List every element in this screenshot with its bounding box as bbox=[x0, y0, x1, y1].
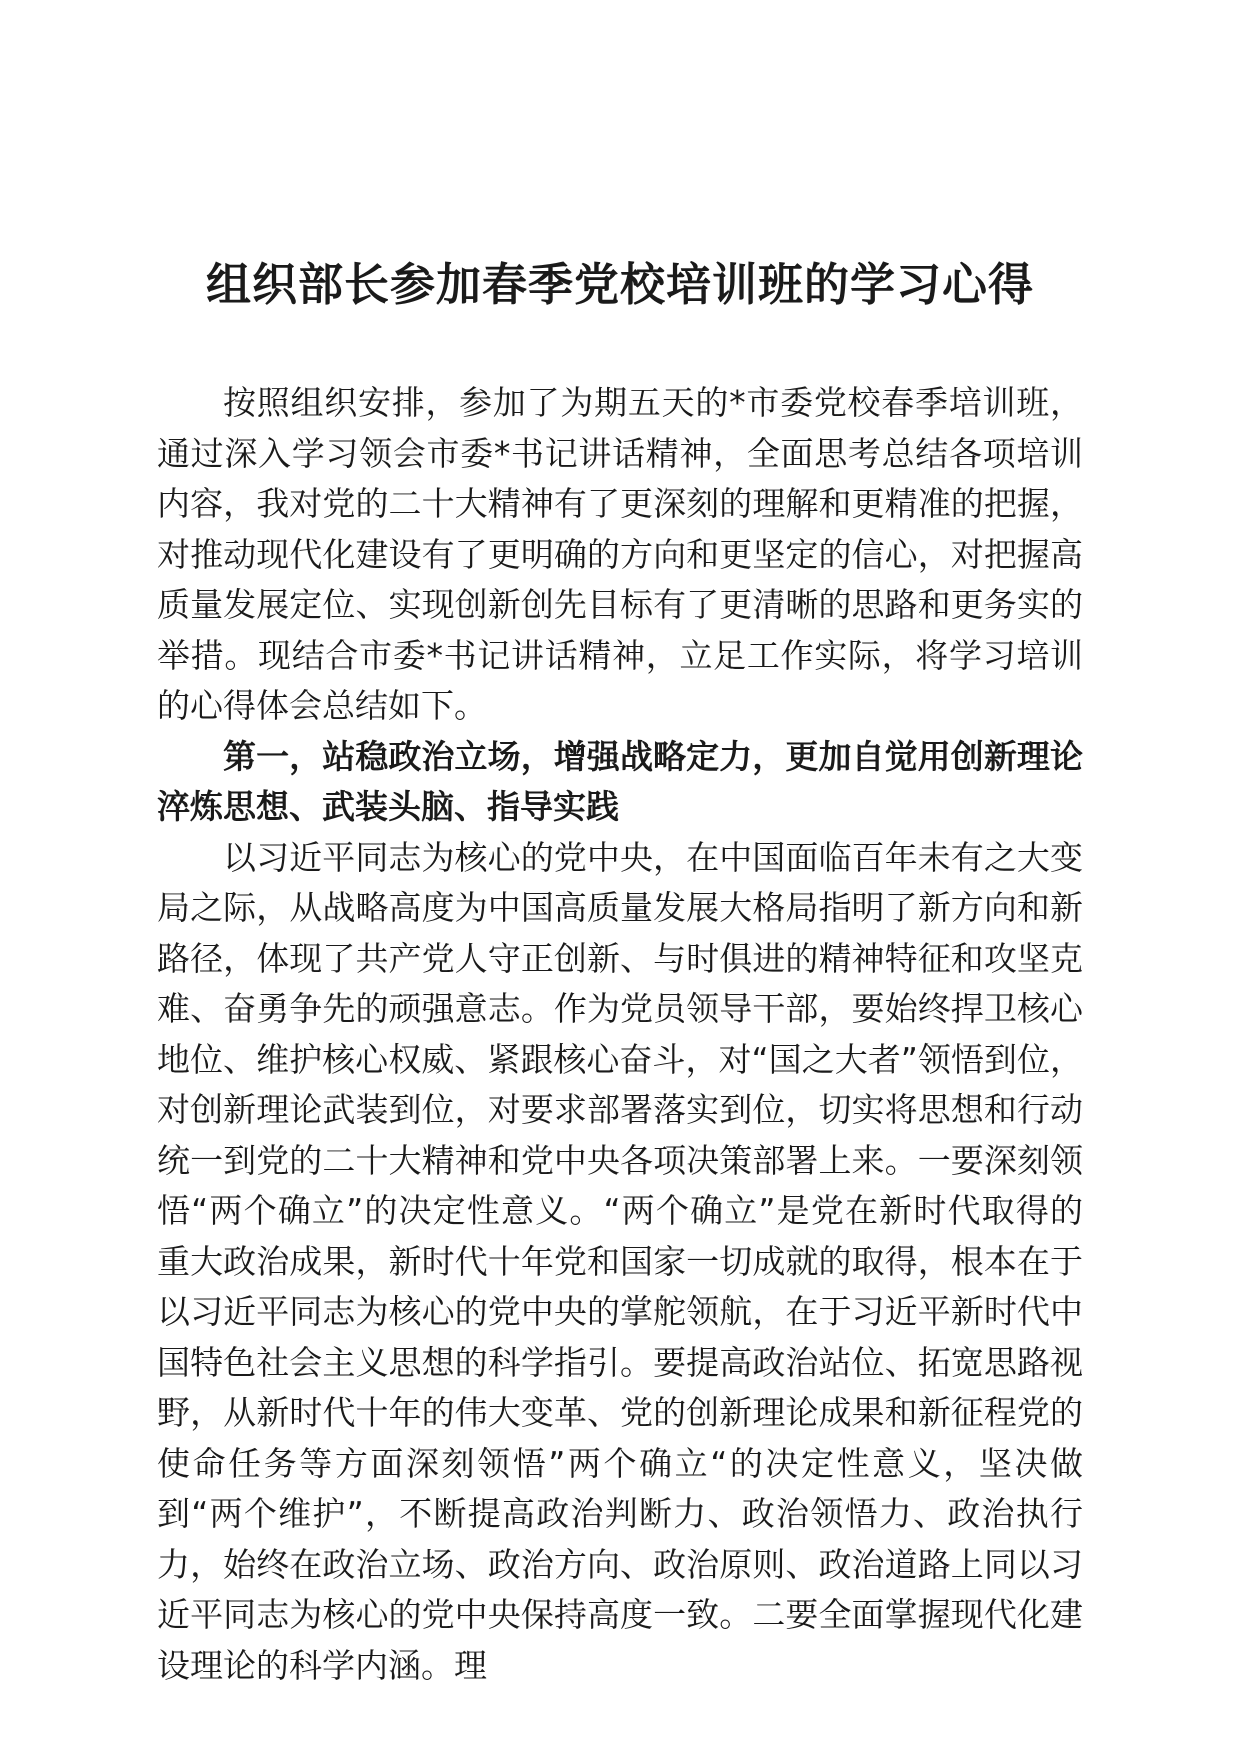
section-heading-1: 第一，站稳政治立场，增强战略定力，更加自觉用创新理论淬炼思想、武装头脑、指导实践 bbox=[157, 736, 1083, 826]
intro-paragraph: 按照组织安排，参加了为期五天的*市委党校春季培训班，通过深入学习领会市委*书记讲话精神，全面思考总结各项培训内容，我对党的二十大精神有了更深刻的理解和更精准的把握，对推动现代化建设有了更明确的方向和更坚定的信心，对把握高质量发展定位、实现创新创先目标有了更清晰的思路和更务实的举措。现结合市委*书记讲话精神，立足工作实际，将学习培训的心得体会总结如下。 bbox=[157, 383, 1083, 725]
document-body bbox=[157, 378, 1083, 1691]
document-title: 组织部长参加春季党校培训班的学习心得 bbox=[205, 258, 1034, 311]
section-1-paragraph: 以习近平同志为核心的党中央，在中国面临百年未有之大变局之际，从战略高度为中国高质量发展大格局指明了新方向和新路径，体现了共产党人守正创新、与时俱进的精神特征和攻坚克难、奋勇争先的顽强意志。作为党员领导干部，要始终捍卫核心地位、维护核心权威、紧跟核心奋斗，对“国之大者”领悟到位，对创新理论武装到位，对要求部署落实到位，切实将思想和行动统一到党的二十大精神和党中央各项决策部署上来。一要深刻领悟“两个确立”的决定性意义。“两个确立”是党在新时代取得的重大政治成果，新时代十年党和国家一切成就的取得，根本在于以习近平同志为核心的党中央的掌舵领航，在于习近平新时代中国特色社会主义思想的科学指引。要提高政治站位、拓宽思路视野，从新时代十年的伟大变革、党的创新理论成果和新征程党的使命任务等方面深刻领悟”两个确立“的决定性意义，坚决做到“两个维护”，不断提高政治判断力、政治领悟力、政治执行力，始终在政治立场、政治方向、政治原则、政治道路上同以习近平同志为核心的党中央保持高度一致。二要全面掌握现代化建设理论的科学内涵。理 bbox=[157, 837, 1083, 1685]
